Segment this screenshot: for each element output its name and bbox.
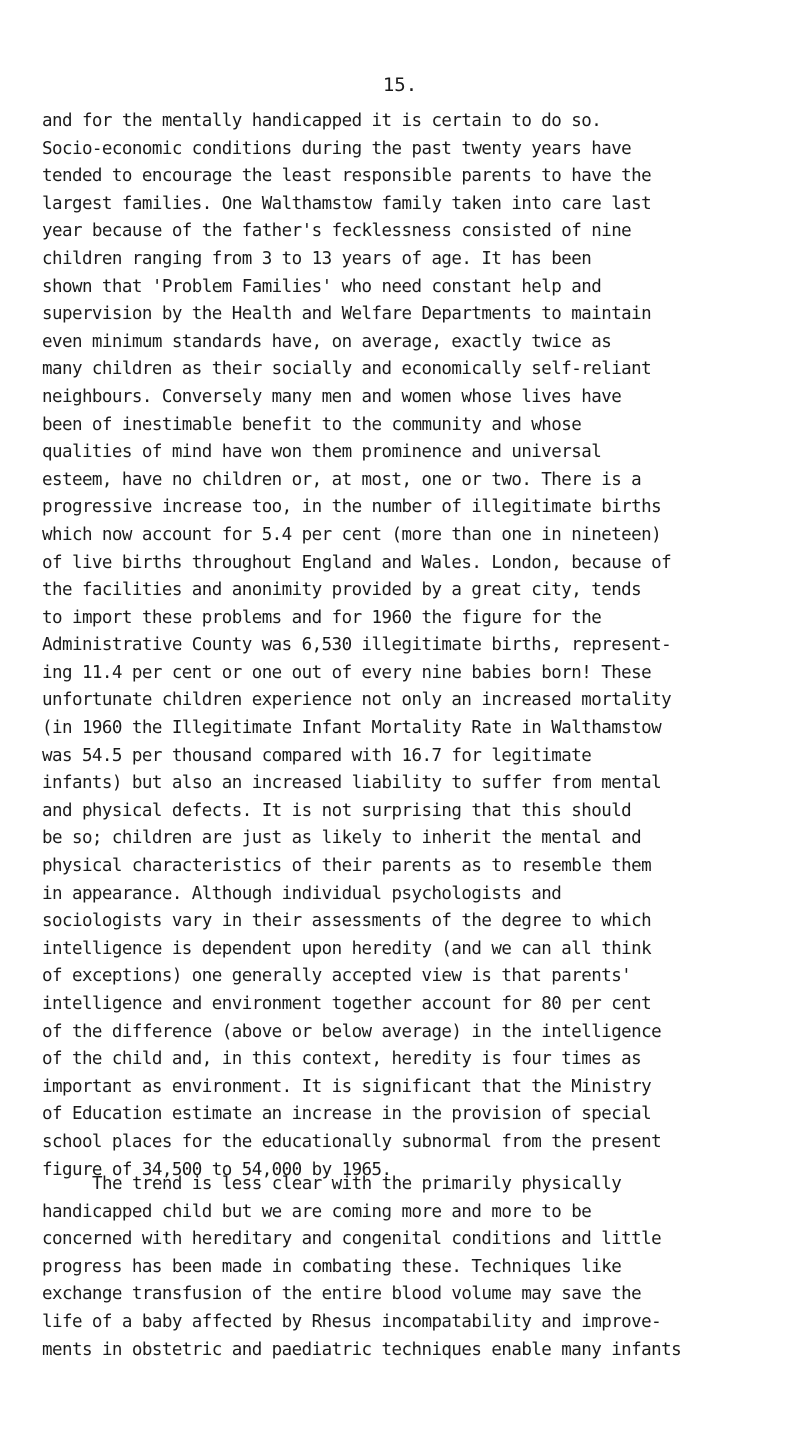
text-line: intelligence and environment together account for 80 per cent (42, 994, 652, 1014)
text-line: The trend is less clear with the primarily physically (92, 1174, 622, 1194)
text-line: was 54.5 per thousand compared with 16.7 for legitimate (42, 745, 592, 766)
page-number: 15. (382, 74, 418, 96)
text-line: qualities of mind have won them prominence and universal (42, 442, 602, 463)
text-line: supervision by the Health and Welfare Departments to maintain (42, 304, 652, 325)
text-line: esteem, have no children or, at most, one or two. There is a (42, 469, 642, 490)
text-line: progress has been made in combating these. Techniques like (42, 1256, 622, 1277)
text-line: ments in obstetric and paediatric techniques enable many infants (42, 1339, 682, 1360)
text-line: unfortunate children experience not only an increased mortality (42, 690, 672, 711)
text-line: sociologists vary in their assessments of the degree to which (42, 911, 652, 932)
text-line: school places for the educationally subnormal from the present (42, 1131, 662, 1152)
text-line: physical characteristics of their parents as to resemble them (42, 856, 652, 877)
text-line: ing 11.4 per cent or one out of every nine babies born! These (42, 662, 652, 683)
text-line: of live births throughout England and Wales. London, because of (42, 552, 672, 573)
text-line: figure of 34,500 to 54,000 by 1965. (42, 1159, 392, 1180)
text-line: largest families. One Walthamstow family taken into care last (42, 193, 652, 214)
text-line: tended to encourage the least responsible parents to have the (42, 166, 652, 187)
body-paragraph-2 (42, 1171, 766, 1364)
text-line: infants) but also an increased liability to suffer from mental (42, 773, 662, 794)
text-line: in appearance. Although individual psychologists and (42, 883, 562, 904)
text-line: children ranging from 3 to 13 years of age. It has been (42, 248, 592, 269)
text-line: neighbours. Conversely many men and women whose lives have (42, 386, 622, 407)
text-line: Administrative County was 6,530 illegitimate births, represent- (42, 635, 672, 656)
text-line: of the difference (above or below average) in the intelligence (42, 1021, 662, 1042)
text-line: of Education estimate an increase in the provision of special (42, 1104, 652, 1125)
text-line: Socio-economic conditions during the past twenty years have (42, 138, 632, 159)
text-line: the facilities and anonimity provided by a great city, tends (42, 580, 642, 601)
text-line: life of a baby affected by Rhesus incompatability and improve- (42, 1311, 662, 1332)
text-line: of the child and, in this context, heredity is four times as (42, 1049, 642, 1070)
text-line: and for the mentally handicapped it is certain to do so. (42, 111, 602, 131)
text-line: year because of the father's fecklessness consisted of nine (42, 221, 632, 242)
text-line: and physical defects. It is not surprising that this should (42, 800, 632, 821)
text-line: been of inestimable benefit to the community and whose (42, 414, 582, 435)
text-line: shown that 'Problem Families' who need constant help and (42, 276, 602, 297)
text-line: progressive increase too, in the number of illegitimate births (42, 497, 662, 518)
text-line: handicapped child but we are coming more and more to be (42, 1201, 592, 1222)
text-line: be so; children are just as likely to inherit the mental and (42, 828, 642, 849)
text-line: which now account for 5.4 per cent (more than one in nineteen) (42, 524, 662, 545)
text-line: of exceptions) one generally accepted view is that parents' (42, 966, 632, 987)
text-line: intelligence is dependent upon heredity (and we can all think (42, 938, 652, 959)
text-line: even minimum standards have, on average, exactly twice as (42, 331, 612, 352)
text-line: many children as their socially and economically self-reliant (42, 359, 652, 380)
text-line: concerned with hereditary and congenital conditions and little (42, 1229, 662, 1250)
text-line: to import these problems and for 1960 the figure for the (42, 607, 602, 628)
text-line: (in 1960 the Illegitimate Infant Mortality Rate in Walthamstow (42, 718, 662, 739)
body-paragraph-1 (42, 108, 766, 1184)
text-line: exchange transfusion of the entire blood volume may save the (42, 1284, 642, 1305)
text-line: important as environment. It is significant that the Ministry (42, 1076, 652, 1097)
